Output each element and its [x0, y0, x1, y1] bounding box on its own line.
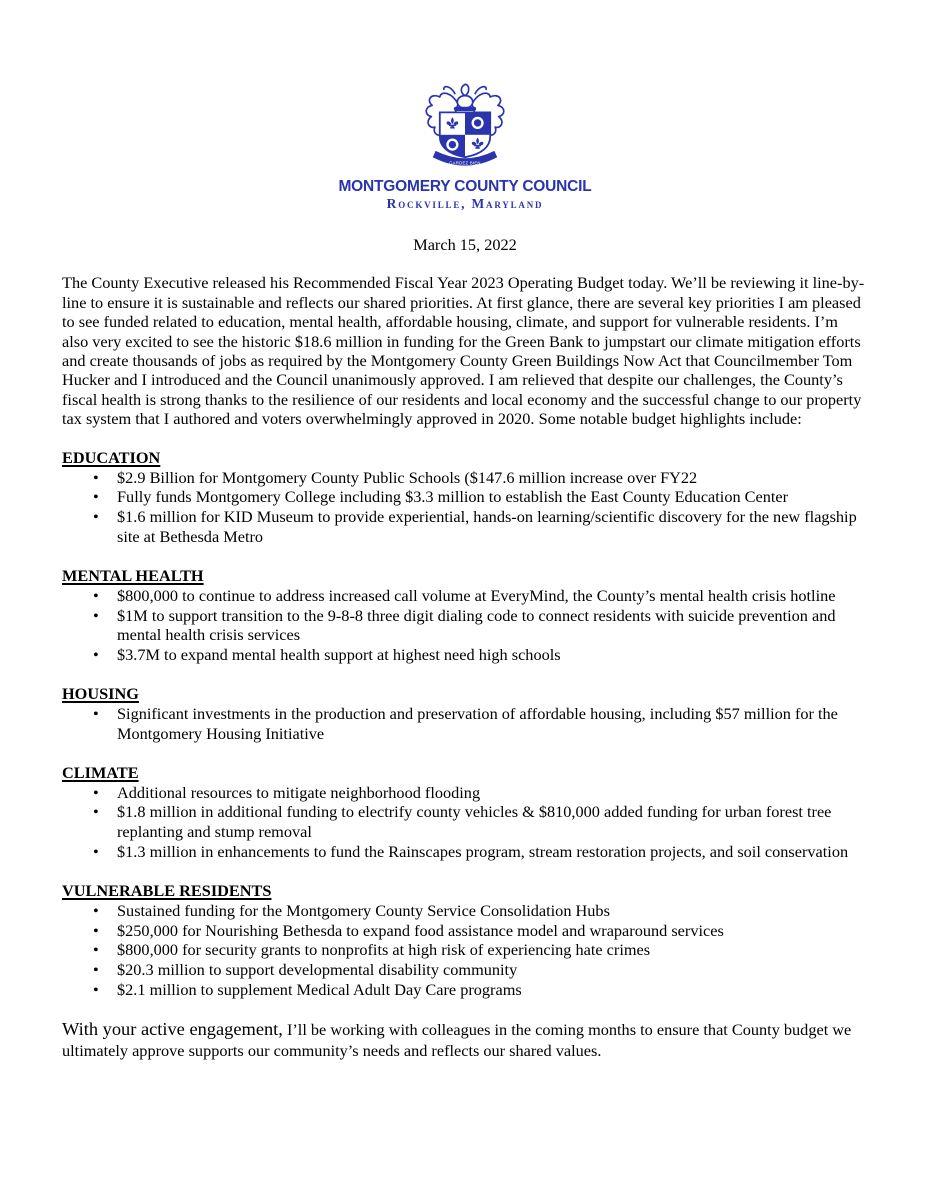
closing-paragraph	[62, 1019, 868, 1061]
bullet-list	[62, 783, 868, 862]
bullet-marker: •	[93, 645, 99, 665]
bullet-text: Additional resources to mitigate neighborhood flooding	[117, 782, 481, 802]
section-heading-text: VULNERABLE RESIDENTS	[62, 881, 272, 901]
bullet-text: Sustained funding for the Montgomery County Service Consolidation Hubs	[117, 900, 610, 920]
bullet-marker: •	[93, 605, 99, 625]
section-mental-health	[62, 566, 868, 665]
section-heading	[62, 763, 868, 783]
bullet-item	[62, 645, 868, 665]
section-heading-text: MENTAL HEALTH	[62, 566, 204, 586]
bullet-list	[62, 586, 868, 665]
section-vulnerable-residents	[62, 881, 868, 1000]
section-heading	[62, 684, 868, 704]
section-education	[62, 448, 868, 547]
bullet-item	[62, 487, 868, 507]
section-heading-text: EDUCATION	[62, 448, 161, 468]
bullet-item	[62, 606, 868, 646]
bullet-marker: •	[93, 802, 99, 822]
bullet-marker: •	[93, 782, 99, 802]
bullet-text: $1M to support transition to the 9-8-8 three digit dialing code to connect residents with suicide prevention and mental health crisis services	[117, 605, 836, 645]
bullet-list	[62, 704, 868, 744]
section-heading	[62, 881, 868, 901]
bullet-marker: •	[93, 507, 99, 527]
bullet-marker: •	[93, 585, 99, 605]
closing-rest: I’ll be working with colleagues in the coming months to ensure that County budget we ultimately approve supports our community’s needs and reflects our shared values.	[62, 1020, 852, 1060]
bullet-item	[62, 802, 868, 842]
org-location: Rockville, Maryland	[386, 196, 544, 211]
bullet-text: $1.6 million for KID Museum to provide experiential, hands-on learning/scientific discovery for the new flagship site at Bethesda Metro	[117, 507, 857, 547]
bullet-marker: •	[93, 979, 99, 999]
logo-container	[62, 83, 868, 174]
motto-text: GARDEZ BIEN	[449, 160, 481, 166]
shield	[440, 112, 490, 157]
helmet	[457, 96, 472, 109]
bullet-text: $3.7M to expand mental health support at highest need high schools	[117, 645, 561, 665]
bullet-marker: •	[93, 841, 99, 861]
bullet-marker: •	[93, 900, 99, 920]
bullet-marker: •	[93, 467, 99, 487]
bullet-text: $2.1 million to supplement Medical Adult Day Care programs	[117, 979, 522, 999]
document-date: March 15, 2022	[413, 235, 517, 254]
bullet-item	[62, 842, 868, 862]
bullet-text: $1.3 million in enhancements to fund the Rainscapes program, stream restoration projects, and soil conservation	[117, 841, 849, 861]
bullet-item	[62, 704, 868, 744]
bullet-item	[62, 921, 868, 941]
section-heading-text: HOUSING	[62, 684, 139, 704]
bullet-marker: •	[93, 960, 99, 980]
section-heading	[62, 448, 868, 468]
bullet-text: $800,000 to continue to address increased call volume at EveryMind, the County’s mental health crisis hotline	[117, 585, 836, 605]
bullet-marker: •	[93, 940, 99, 960]
torse	[454, 107, 476, 111]
bullet-text: $800,000 for security grants to nonprofits at high risk of experiencing hate crimes	[117, 940, 651, 960]
bullet-item	[62, 586, 868, 606]
bullet-text: $20.3 million to support developmental disability community	[117, 960, 518, 980]
org-name: MONTGOMERY COUNTY COUNCIL	[338, 178, 592, 195]
bullet-text: Fully funds Montgomery College including $3.3 million to establish the East County Education Center	[117, 487, 789, 507]
bullet-item	[62, 960, 868, 980]
closing-lead: With your active engagement,	[62, 1019, 283, 1040]
section-climate	[62, 763, 868, 862]
county-coat-of-arms-logo	[423, 83, 507, 174]
letterhead	[62, 0, 868, 212]
bullet-list	[62, 468, 868, 547]
bullet-marker: •	[93, 487, 99, 507]
bullet-item	[62, 980, 868, 1000]
bullet-text: $2.9 Billion for Montgomery County Public Schools ($147.6 million increase over FY22	[117, 467, 698, 487]
bullet-item	[62, 468, 868, 488]
intro-paragraph: The County Executive released his Recommended Fiscal Year 2023 Operating Budget today. We’ll be reviewing it line-by-line to ensure it is sustainable and reflects our shared priorities. At first glance, there are several key priorities I am pleased to see funded related to education, mental health, affordable housing, climate, and support for vulnerable residents. I’m also very excited to see the historic $18.6 million in funding for the Green Bank to jumpstart our climate mitigation efforts and create thousands of jobs as required by the Montgomery County Green Buildings Now Act that Councilmember Tom Hucker and I introduced and the Council unanimously approved. I am relieved that despite our challenges, the County’s fiscal health is strong thanks to the resilience of our residents and local economy and the successful change to our property tax system that I authored and voters overwhelmingly approved in 2020. Some notable budget highlights include:	[62, 273, 865, 429]
bullet-list	[62, 901, 868, 1000]
bullet-item	[62, 783, 868, 803]
bullet-text: $250,000 for Nourishing Bethesda to expand food assistance model and wraparound services	[117, 920, 724, 940]
bullet-marker: •	[93, 703, 99, 723]
section-heading-text: CLIMATE	[62, 762, 139, 782]
bullet-text: Significant investments in the production and preservation of affordable housing, including $57 million for the Montgomery Housing Initiative	[117, 703, 838, 743]
bullet-text: $1.8 million in additional funding to electrify county vehicles & $810,000 added funding for urban forest tree replanting and stump removal	[117, 802, 832, 842]
section-housing	[62, 684, 868, 743]
bullet-item	[62, 507, 868, 547]
bullet-marker: •	[93, 920, 99, 940]
bullet-item	[62, 940, 868, 960]
section-heading	[62, 566, 868, 586]
bullet-item	[62, 901, 868, 921]
